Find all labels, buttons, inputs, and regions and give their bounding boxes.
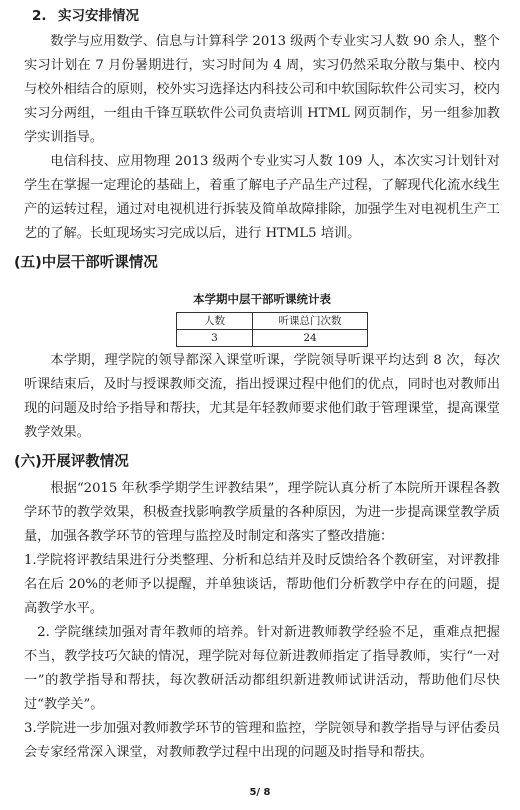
section-2-number: 2. bbox=[32, 8, 47, 24]
evaluation-intro-paragraph: 根据“2015 年秋季学期学生评教结果”，理学院认真分析了本院所开课程各教学环节的教学效果，积极查找影响教学质量的各种原因，为进一步提高课堂教学质量，加强各教学环节的管理与监控及时制定和落实了整改措施： bbox=[24, 481, 500, 544]
page-content bbox=[14, 2, 500, 765]
internship-math-paragraph: 数学与应用数学、信息与计算科学 2013 级两个专业实习人数 90 余人，整个实习计划在 7 月份暑期进行，实习时间为 4 周，实习仍然采取分散与集中、校内与校外相结合的原则，校外实习选择达内科技公司和中软国际软件公司实习，校内实习分两组，一组由千锋互联软件公司负责培训 HTML 网页制作，另一组参加教学实训指导。 bbox=[24, 34, 500, 145]
table-cell: 3 bbox=[177, 330, 253, 347]
section-6-heading: (六)开展评教情况 bbox=[14, 454, 129, 470]
list-item: 1.学院将评教结果进行分类整理、分析和总结并及时反馈给各个教研室，对评教排名在后 20%的老师予以提醒，并单独谈话，帮助他们分析教学中存在的问题，提高教学水平。 bbox=[24, 553, 500, 616]
lecture-table-caption: 本学期中层干部听课统计表 bbox=[193, 292, 331, 306]
page-number: 5/ 8 bbox=[249, 787, 271, 798]
lecture-observation-paragraph: 本学期，理学院的领导都深入课堂听课，学院领导听课平均达到 8 次，每次听课结束后，及时与授课教师交流，指出授课过程中他们的优点，同时也对教师出现的问题及时给予指导和帮扶，尤其是年轻教师要求他们敢于管理课堂，提高课堂教学效果。 bbox=[24, 353, 500, 440]
table-row bbox=[177, 330, 368, 347]
table-header-cell: 听课总门次数 bbox=[253, 313, 368, 330]
table-cell: 24 bbox=[253, 330, 368, 347]
list-item: 3.学院进一步加强对教师教学环节的管理和监控，学院领导和教学指导与评估委员会专家经常深入课堂，对教师教学过程中出现的问题及时指导和帮扶。 bbox=[24, 721, 500, 760]
section-2-title: 实习安排情况 bbox=[58, 8, 139, 24]
list-item: 2. 学院继续加强对青年教师的培养。针对新进教师教学经验不足，重难点把握不当，教学技巧欠缺的情况，理学院对每位新进教师指定了指导教师，实行“一对一”的教学指导和帮扶，每次教研活动都组织新进教师试讲活动，帮助他们尽快过“教学关”。 bbox=[24, 625, 500, 712]
section-5-heading: (五)中层干部听课情况 bbox=[14, 255, 158, 271]
section-2-heading bbox=[32, 2, 500, 30]
table-header-cell: 人数 bbox=[177, 313, 253, 330]
lecture-stats-table bbox=[176, 312, 368, 347]
internship-electronics-paragraph: 电信科技、应用物理 2013 级两个专业实习人数 109 人，本次实习计划针对学生在掌握一定理论的基础上，着重了解电子产品生产过程，了解现代化流水线生产的运转过程，通过对电视机进行拆装及简单故障排除，加强学生对电视机生产工艺的了解。长虹现场实习完成以后，进行 HTML5 培训。 bbox=[24, 154, 500, 241]
table-header-row bbox=[177, 313, 368, 330]
